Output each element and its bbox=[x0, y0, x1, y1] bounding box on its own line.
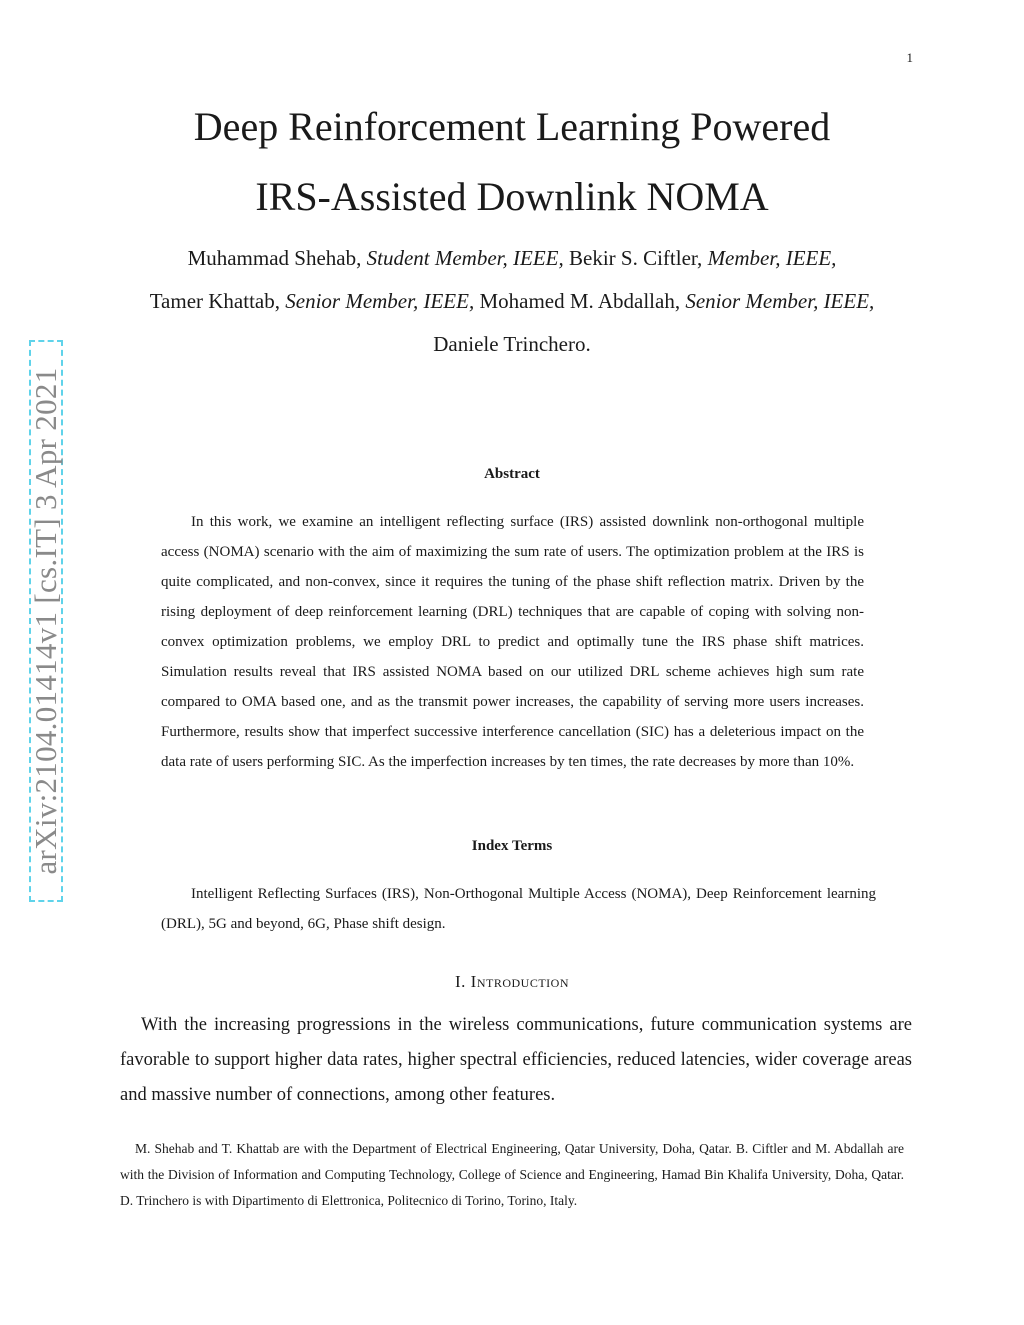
abstract-text: In this work, we examine an intelligent reflecting surface (IRS) assisted downlink non-orthogonal multiple access (NOMA) scenario with the aim of maximizing the sum rate of users. The optimization problem at the IRS is quite complicated, and non-convex, since it requires the tuning of the phase shift reflection matrix. Driven by the rising deployment of deep reinforcement learning (DRL) techniques that are capable of coping with solving non-convex optimization problems, we employ DRL to predict and optimally tune the IRS phase shift matrices. Simulation results reveal that IRS assisted NOMA based on our utilized DRL scheme achieves high sum rate compared to OMA based one, and as the transmit power increases, the capability of serving more users increases. Furthermore, results show that imperfect successive interference cancellation (SIC) has a deleterious impact on the data rate of users performing SIC. As the imperfection increases by ten times, the rate decreases by more than 10%. bbox=[161, 514, 864, 770]
author-role: Student Member, IEEE, bbox=[366, 246, 564, 270]
author-role: Member, IEEE, bbox=[707, 246, 837, 270]
author-name: Daniele Trinchero. bbox=[433, 332, 591, 356]
page-number: 1 bbox=[906, 50, 913, 65]
author-name: Muhammad Shehab, bbox=[187, 246, 362, 270]
author-name: Bekir S. Ciftler, bbox=[569, 246, 703, 270]
affiliation-footnote: M. Shehab and T. Khattab are with the Department of Electrical Engineering, Qatar University, Doha, Qatar. B. Ciftler and M. Abdallah are with the Division of Information and Computing Technology, College of Science and Engineering, Hamad Bin Khalifa University, Doha, Qatar. D. Trinchero is with Dipartimento di Elettronica, Politecnico di Torino, Torino, Italy. bbox=[120, 1141, 904, 1208]
author-name: Mohamed M. Abdallah, bbox=[479, 289, 681, 313]
title-line-2: IRS-Assisted Downlink NOMA bbox=[255, 174, 769, 219]
author-list bbox=[120, 237, 904, 366]
arxiv-stamp[interactable] bbox=[29, 340, 63, 902]
title-line-1: Deep Reinforcement Learning Powered bbox=[193, 104, 831, 149]
section-heading bbox=[0, 972, 1024, 992]
author-role: Senior Member, IEEE, bbox=[285, 289, 475, 313]
index-terms-heading: Index Terms bbox=[471, 838, 553, 854]
introduction-paragraph: With the increasing progressions in the wireless communications, future communication systems are favorable to support higher data rates, higher spectral efficiencies, reduced latencies, wider coverage areas and massive number of connections, among other features. bbox=[120, 1015, 912, 1105]
arxiv-stamp-text: arXiv:2104.01414v1 [cs.IT] 3 Apr 2021 bbox=[28, 367, 63, 875]
abstract-heading: Abstract bbox=[484, 466, 540, 482]
author-role: Senior Member, IEEE, bbox=[685, 289, 875, 313]
author-name: Tamer Khattab, bbox=[149, 289, 280, 313]
section-number: I. bbox=[455, 972, 466, 991]
paper-title bbox=[0, 92, 1024, 232]
index-terms-text: Intelligent Reflecting Surfaces (IRS), Non-Orthogonal Multiple Access (NOMA), Deep Reinforcement learning (DRL), 5G and beyond, 6G, Phase shift design. bbox=[161, 886, 876, 932]
section-title: Introduction bbox=[470, 972, 569, 991]
